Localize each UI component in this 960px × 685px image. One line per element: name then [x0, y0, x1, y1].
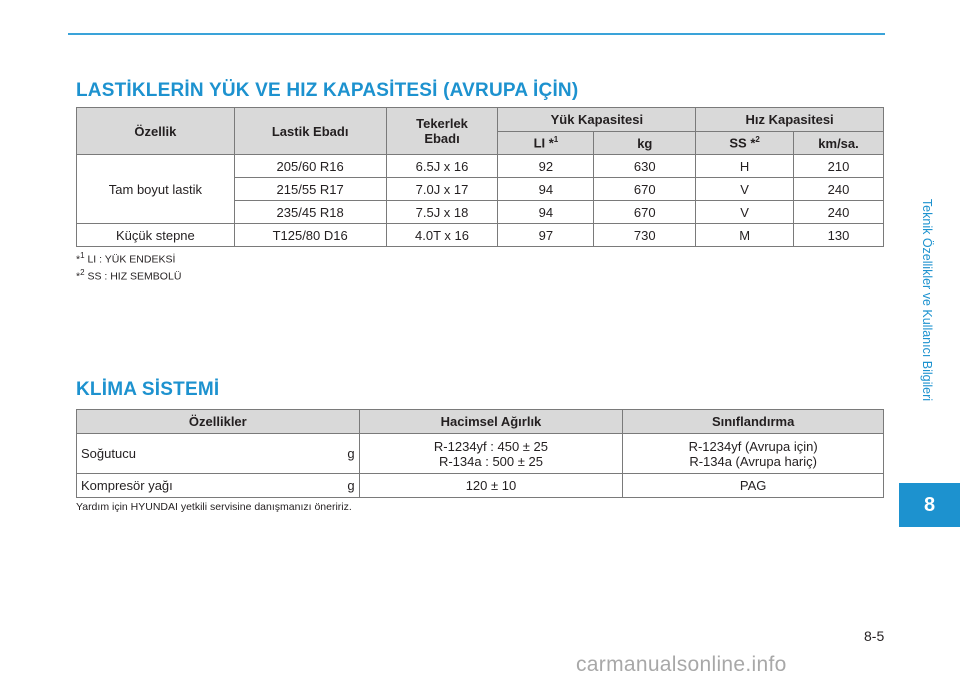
- page-number: 8-5: [864, 628, 885, 644]
- cell-ss: H: [696, 155, 794, 178]
- cell-class: PAG: [623, 474, 884, 498]
- cell-kmh: 240: [794, 201, 884, 224]
- cell-label: Soğutucu g: [77, 434, 360, 474]
- header-kg: kg: [594, 132, 696, 155]
- cell-kmh: 210: [794, 155, 884, 178]
- cell-label: Kompresör yağı g: [77, 474, 360, 498]
- header-kmsa: km/sa.: [794, 132, 884, 155]
- cell-wheel: 7.5J x 18: [386, 201, 498, 224]
- spare-label: Küçük stepne: [77, 224, 235, 247]
- cell-tire: 205/60 R16: [234, 155, 386, 178]
- cell-kg: 630: [594, 155, 696, 178]
- cell-ss: V: [696, 201, 794, 224]
- cell-wheel: 6.5J x 16: [386, 155, 498, 178]
- cell-kg: 670: [594, 201, 696, 224]
- top-rule: [68, 33, 885, 35]
- climate-section-title: KLİMA SİSTEMİ: [76, 379, 220, 400]
- cell-tire: T125/80 D16: [234, 224, 386, 247]
- header-hacimsel: Hacimsel Ağırlık: [359, 410, 623, 434]
- cell-kg: 730: [594, 224, 696, 247]
- cell-ss: V: [696, 178, 794, 201]
- cell-kmh: 240: [794, 178, 884, 201]
- footnote-ss: *$^2$ SS : HIZ SEMBOLÜ: [76, 268, 182, 283]
- cell-tire: 215/55 R17: [234, 178, 386, 201]
- cell-tire: 235/45 R18: [234, 201, 386, 224]
- header-tekerlek: Tekerlek Ebadı: [386, 108, 498, 155]
- cell-wheel: 7.0J x 17: [386, 178, 498, 201]
- table-header-row: [77, 108, 884, 132]
- header-sinif: Sınıflandırma: [623, 410, 884, 434]
- chapter-side-title: Teknik Özellikler ve Kullanıcı Bilgileri: [920, 198, 934, 402]
- cell-li: 94: [498, 178, 594, 201]
- cell-wheel: 4.0T x 16: [386, 224, 498, 247]
- climate-note: Yardım için HYUNDAI yetkili servisine danışmanızı öneririz.: [76, 501, 352, 513]
- header-ozellikler: Özellikler: [77, 410, 360, 434]
- table-row: [77, 434, 884, 474]
- header-lastik: Lastik Ebadı: [234, 108, 386, 155]
- cell-li: 94: [498, 201, 594, 224]
- chapter-tab: 8: [899, 483, 960, 527]
- header-ss: SS *$^2$: [696, 132, 794, 155]
- group-label: Tam boyut lastik: [77, 155, 235, 224]
- tire-capacity-table: [76, 107, 884, 247]
- cell-kmh: 130: [794, 224, 884, 247]
- header-li: LI *$^1$: [498, 132, 594, 155]
- table-row: [77, 155, 884, 178]
- header-hiz: Hız Kapasitesi: [696, 108, 884, 132]
- cell-value: 120 ± 10: [359, 474, 623, 498]
- tire-section-title: LASTİKLERİN YÜK VE HIZ KAPASİTESİ (AVRUPA İÇİN): [76, 80, 579, 101]
- cell-kg: 670: [594, 178, 696, 201]
- cell-li: 92: [498, 155, 594, 178]
- table-row: [77, 224, 884, 247]
- cell-li: 97: [498, 224, 594, 247]
- cell-ss: M: [696, 224, 794, 247]
- footnote-li: *$^1$ LI : YÜK ENDEKSİ: [76, 251, 176, 266]
- watermark: carmanualsonline.info: [576, 653, 787, 676]
- header-ozellik: Özellik: [77, 108, 235, 155]
- cell-class: R-1234yf (Avrupa için) R-134a (Avrupa hariç): [623, 434, 884, 474]
- table-header-row: [77, 410, 884, 434]
- header-yuk: Yük Kapasitesi: [498, 108, 696, 132]
- cell-value: R-1234yf : 450 ± 25 R-134a : 500 ± 25: [359, 434, 623, 474]
- climate-table: [76, 409, 884, 498]
- table-row: [77, 474, 884, 498]
